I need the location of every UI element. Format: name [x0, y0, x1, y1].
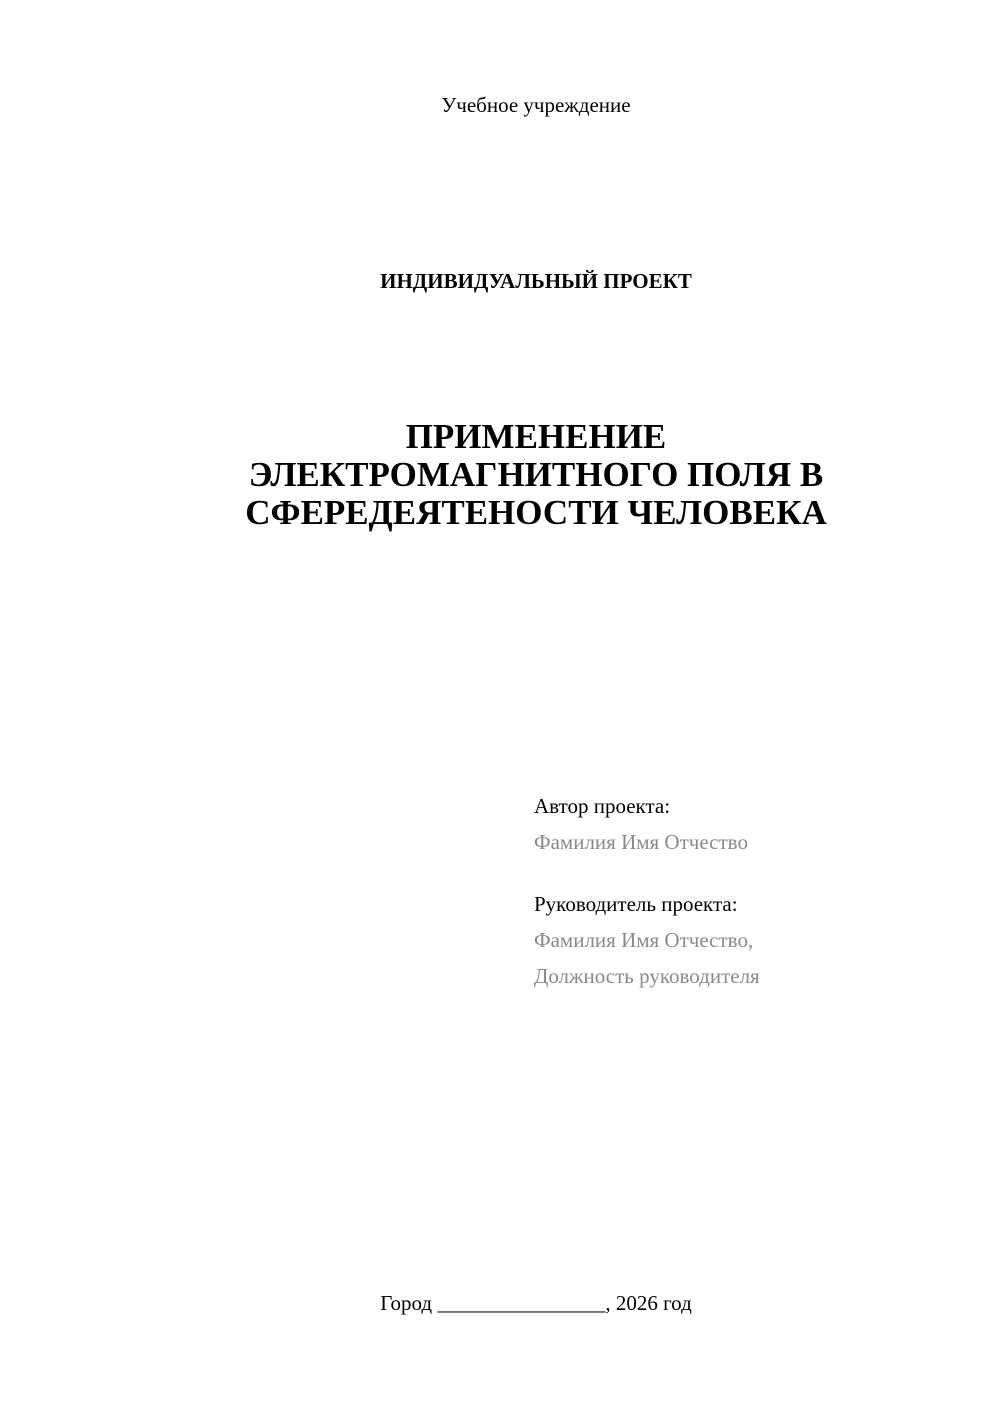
project-title: [0, 418, 1000, 532]
author-label: Автор проекта:: [534, 794, 671, 818]
project-title-line: ЭЛЕКТРОМАГНИТНОГО ПОЛЯ В: [248, 455, 824, 494]
spacer: [534, 860, 760, 886]
city-year-footer: Город ________________, 2026 год: [380, 1291, 692, 1315]
institution-name: Учебное учреждение: [441, 93, 631, 117]
credits-block: [534, 788, 760, 994]
supervisor-position: Должность руководителя: [534, 964, 760, 988]
supervisor-name: Фамилия Имя Отчество,: [534, 928, 754, 952]
project-title-line: СФЕРЕДЕЯТЕНОСТИ ЧЕЛОВЕКА: [245, 493, 827, 532]
project-title-line: ПРИМЕНЕНИЕ: [405, 417, 667, 456]
author-name: Фамилия Имя Отчество: [534, 830, 748, 854]
project-type-heading: ИНДИВИДУАЛЬНЫЙ ПРОЕКТ: [380, 269, 692, 293]
supervisor-label: Руководитель проекта:: [534, 892, 738, 916]
